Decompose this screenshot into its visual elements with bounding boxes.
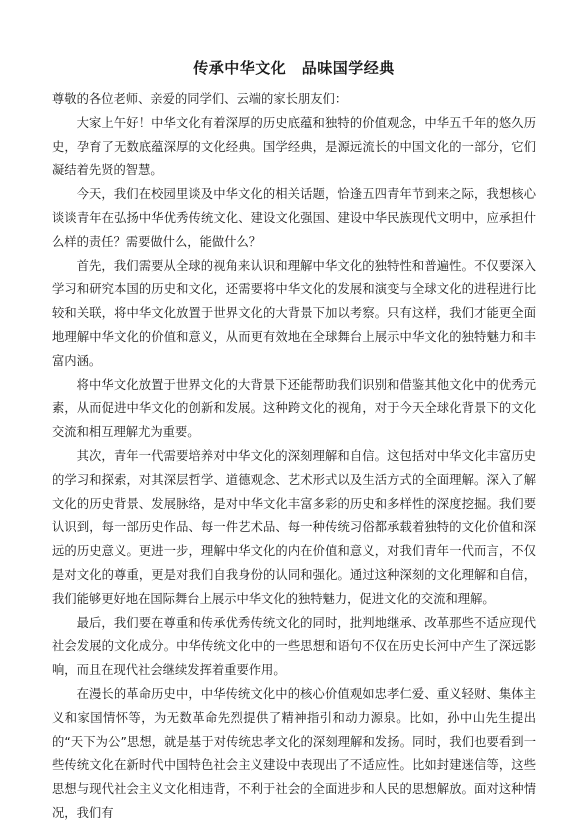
salutation: 尊敬的各位老师、亲爱的同学们、云端的家长朋友们： xyxy=(52,92,348,106)
paragraph-3: 首先，我们需要从全球的视角来认识和理解中华文化的独特性和普遍性。不仅要深入学习和研究本国的历史和文化，还需要将中华文化的发展和演变与全球文化的进程进行比较和关联，将中华文化放置于世界文化的大背景下加以考察。只有这样，我们才能更全面地理解中华文化的价值和意义，从而更有效地在全球舞台上展示中华文化的独特魅力和丰富内涵。 xyxy=(52,258,536,368)
paragraph-7: 在漫长的革命历史中，中华传统文化中的核心价值观如忠孝仁爱、重义轻财、集体主义和家国情怀等，为无数革命先烈提供了精神指引和动力源泉。比如，孙中山先生提出的“天下为公”思想，就是基于对传统忠孝文化的深刻理解和发扬。同时，我们也要看到一些传统文化在新时代中国特色社会主义建设中表现出了不适应性。比如封建迷信等，这些思想与现代社会主义文化相违背，不利于社会的全面进步和人民的思想解放。面对这种情况，我们有 xyxy=(52,686,536,820)
paragraph-1: 大家上午好！中华文化有着深厚的历史底蕴和独特的价值观念，中华五千年的悠久历史，孕育了无数底蕴深厚的文化经典。国学经典，是源远流长的中国文化的一部分，它们凝结着先贤的智慧。 xyxy=(52,115,536,178)
document-title: 传承中华文化 品味国学经典 xyxy=(193,59,395,77)
document-page xyxy=(52,58,536,826)
paragraph-6: 最后，我们要在尊重和传承优秀传统文化的同时，批判地继承、改革那些不适应现代社会发展的文化成分。中华传统文化中的一些思想和语句不仅在历史长河中产生了深远影响，而且在现代社会继续发挥着重要作用。 xyxy=(52,615,536,678)
paragraph-5: 其次，青年一代需要培养对中华文化的深刻理解和自信。这包括对中华文化丰富历史的学习和探索，对其深层哲学、道德观念、艺术形式以及生活方式的全面理解。深入了解文化的历史背景、发展脉络，是对中华文化丰富多彩的历史和多样性的深度挖掘。我们要认识到，每一部历史作品、每一件艺术品、每一种传统习俗都承载着独特的文化价值和深远的历史意义。更进一步，理解中华文化的内在价值和意义，对我们青年一代而言，不仅是对文化的尊重，更是对我们自我身份的认同和强化。通过这种深刻的文化理解和自信，我们能够更好地在国际舞台上展示中华文化的独特魅力，促进文化的交流和理解。 xyxy=(52,448,536,606)
paragraph-4: 将中华文化放置于世界文化的大背景下还能帮助我们识别和借鉴其他文化中的优秀元素，从而促进中华文化的创新和发展。这种跨文化的视角，对于今天全球化背景下的文化交流和相互理解尤为重要。 xyxy=(52,377,536,440)
paragraph-2: 今天，我们在校园里谈及中华文化的相关话题，恰逢五四青年节到来之际，我想核心谈谈青年在弘扬中华优秀传统文化、建设文化强国、建设中华民族现代文明中，应承担什么样的责任？需要做什么，能做什么？ xyxy=(52,187,536,249)
